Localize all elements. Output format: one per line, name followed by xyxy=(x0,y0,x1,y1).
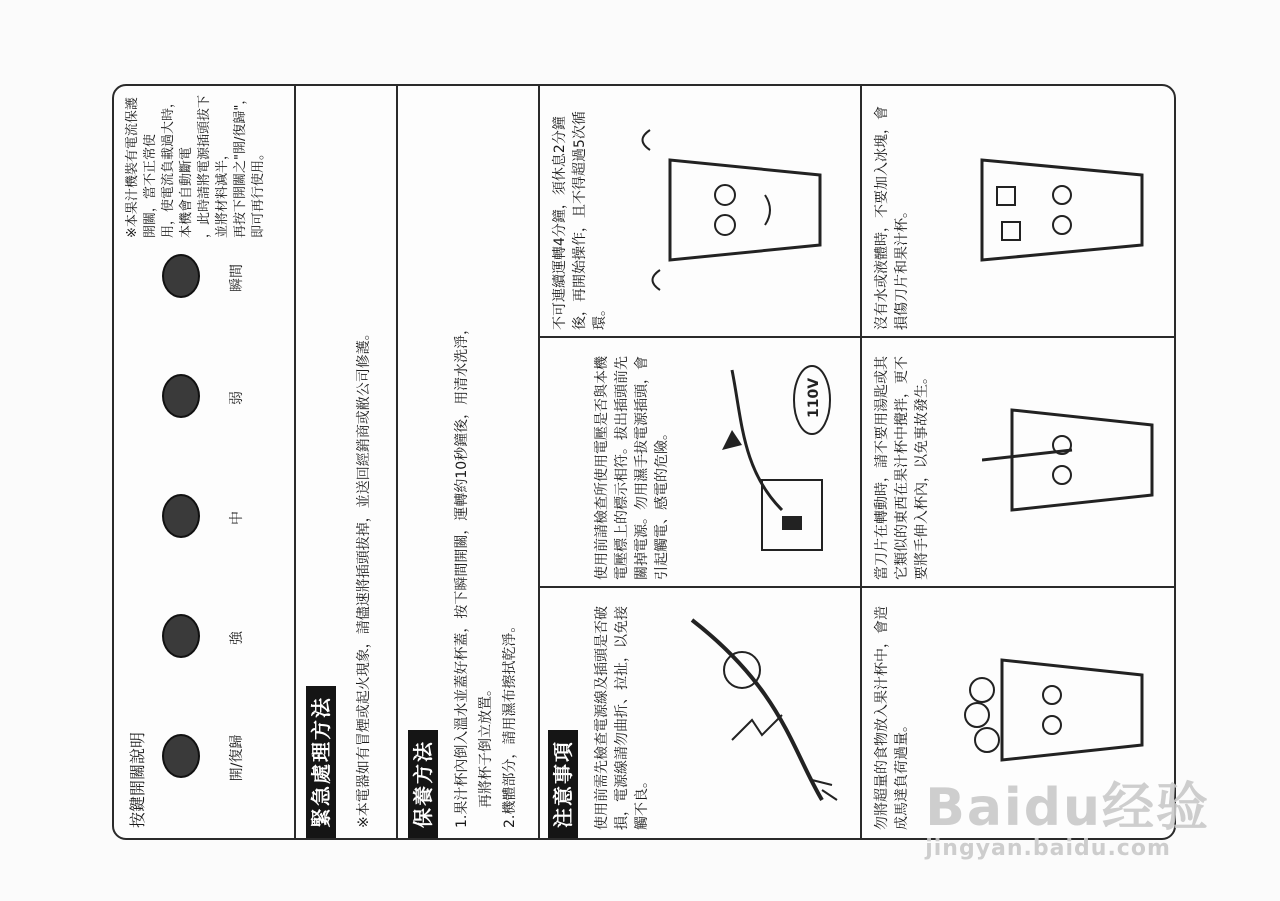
caution-text-3: 不可連續運轉4分鐘，須休息2分鐘後，再開始操作，且不得超過5次循環。 xyxy=(552,111,608,330)
weak-button-icon xyxy=(162,374,200,418)
label-reset: 開/復歸 xyxy=(229,734,245,782)
rotated-content xyxy=(114,86,1174,838)
caution-cell-1 xyxy=(592,594,854,830)
reset-button-icon xyxy=(162,734,200,778)
emergency-heading: 緊急處理方法 xyxy=(306,686,336,838)
emergency-section xyxy=(296,86,396,838)
grid-divider xyxy=(540,586,1174,588)
label-medium: 中 xyxy=(229,511,245,525)
dry-ice-illustration xyxy=(942,110,1152,310)
maintenance-line-2: 再將杯子倒立放置。 xyxy=(478,682,494,808)
cord-damage-illustration xyxy=(672,610,842,810)
voltage-label: 110V xyxy=(806,377,822,418)
emergency-text: ※本電器如有冒煙或起火現象，請儘速將插頭拔掉，並送回經銷商或敝公司修護。 xyxy=(356,326,372,828)
cautions-section xyxy=(540,86,1174,838)
maintenance-heading: 保養方法 xyxy=(408,730,438,838)
baidu-watermark xyxy=(925,765,1210,861)
maintenance-line-3: 2.機體部分，請用濕布擦拭乾淨。 xyxy=(502,618,518,828)
grid-divider xyxy=(540,336,1174,338)
caution-cell-5 xyxy=(872,344,1166,580)
pulse-button-icon xyxy=(162,254,200,298)
plug-illustration xyxy=(702,350,852,570)
protection-note-line-2: 用，使電流負載過大時，本機會自動斷電 xyxy=(161,94,194,238)
tired-blender-illustration xyxy=(630,110,840,310)
label-strong: 強 xyxy=(229,631,245,645)
caution-cell-3 xyxy=(550,94,854,330)
label-pulse: 瞬間 xyxy=(229,264,245,292)
spoon-warning-illustration xyxy=(982,360,1162,560)
medium-button-icon xyxy=(162,494,200,538)
caution-text-4: 勿將超量的食物放入果汁杯中，會造成馬達負荷過量。 xyxy=(874,606,910,830)
caution-text-1: 使用前需先檢查電源線及插頭是否破損，電源線請勿曲折、拉扯，以免接觸不良。 xyxy=(594,606,650,830)
caution-cell-2 xyxy=(592,344,854,580)
maintenance-line-1: 1.果汁杯內倒入溫水並蓋好杯蓋，按下瞬間開關，運轉約10秒鐘後，用清水洗淨， xyxy=(454,320,470,828)
label-weak: 弱 xyxy=(229,391,245,405)
watermark-logo: Baidu经验 xyxy=(925,778,1210,838)
strong-button-icon xyxy=(162,614,200,658)
protection-note-line-4: 再按下開關之"開/復歸"，即可再行使用。 xyxy=(233,91,266,238)
caution-text-5: 當刀片在轉動時，請不要用湯匙或其它類似的東西在果汁杯中攪拌，更不要將手伸入杯內，以免事故發生。 xyxy=(874,356,930,580)
protection-note-line-3: ，此時請將電源插頭拔下並將材料減半， xyxy=(197,94,230,238)
maintenance-section xyxy=(398,86,538,838)
grid-divider xyxy=(860,86,862,838)
watermark-url: jingyan.baidu.com xyxy=(925,836,1171,861)
cautions-heading: 注意事項 xyxy=(548,730,578,838)
protection-note-line-1: ※本果汁機裝有電流保護開關，當不正常使 xyxy=(125,97,158,238)
protection-note xyxy=(124,88,268,238)
caution-text-2: 使用前請檢查所使用電壓是否與本機電壓標上的標示相符。拔出插頭前先關掉電源。勿用濕手拔電源插頭，會引起觸電、感電的危險。 xyxy=(594,356,670,580)
caution-text-6: 沒有水或液體時，不要加入冰塊，會損傷刀片和果汁杯。 xyxy=(874,106,910,330)
manual-page xyxy=(112,84,1176,840)
button-guide-title: 按鍵開關說明 xyxy=(128,731,147,828)
caution-cell-6 xyxy=(872,94,1166,330)
button-guide-section xyxy=(114,86,294,838)
